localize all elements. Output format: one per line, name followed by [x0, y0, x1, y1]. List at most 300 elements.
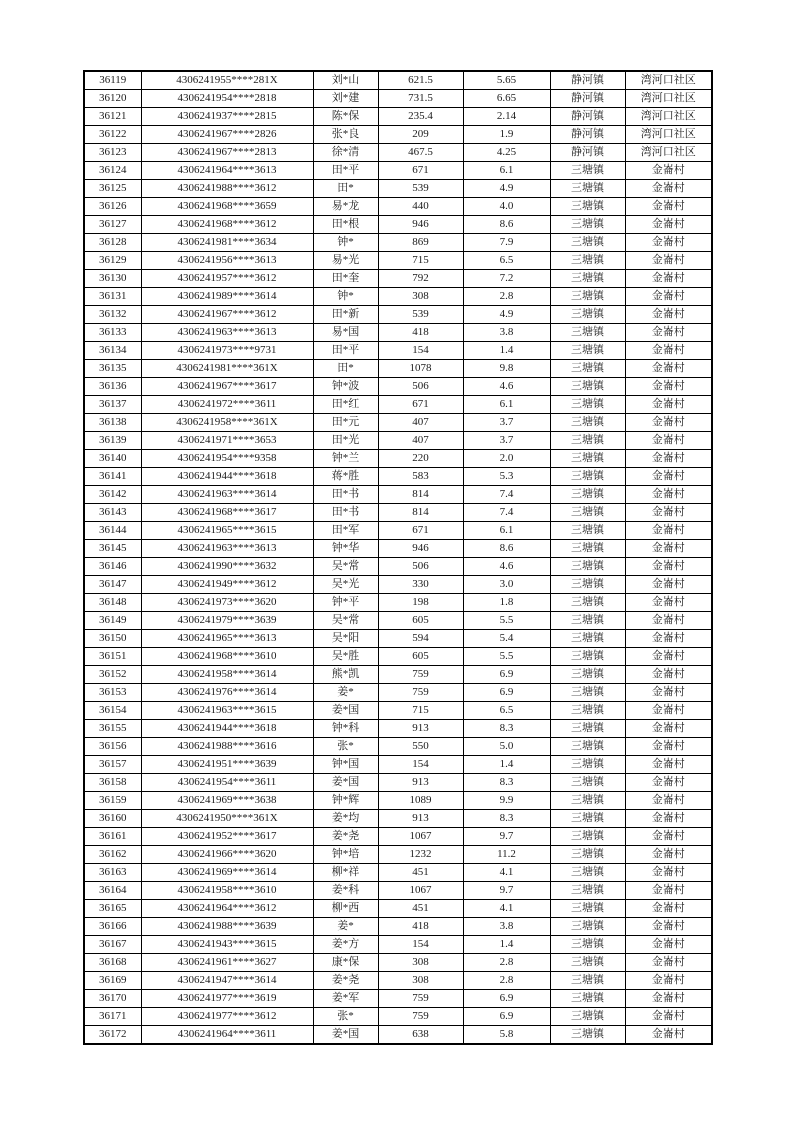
amount-cell: 308 — [378, 288, 463, 306]
village-cell: 金崙村 — [625, 180, 712, 198]
id-number-cell: 4306241954****9358 — [141, 450, 313, 468]
id-number-cell: 4306241944****3618 — [141, 468, 313, 486]
person-name-cell: 柳*西 — [313, 900, 378, 918]
village-cell: 金崙村 — [625, 630, 712, 648]
id-number-cell: 4306241976****3614 — [141, 684, 313, 702]
table-row — [84, 846, 712, 864]
village-cell: 湾河口社区 — [625, 90, 712, 108]
secondary-amount-cell: 6.9 — [463, 684, 550, 702]
village-cell: 金崙村 — [625, 324, 712, 342]
serial-number-cell: 36126 — [84, 198, 141, 216]
town-cell: 三塘镇 — [550, 576, 625, 594]
amount-cell: 814 — [378, 504, 463, 522]
serial-number-cell: 36139 — [84, 432, 141, 450]
secondary-amount-cell: 6.1 — [463, 396, 550, 414]
person-name-cell: 吴*胜 — [313, 648, 378, 666]
serial-number-cell: 36128 — [84, 234, 141, 252]
town-cell: 三塘镇 — [550, 864, 625, 882]
id-number-cell: 4306241968****3659 — [141, 198, 313, 216]
person-name-cell: 钟*科 — [313, 720, 378, 738]
amount-cell: 946 — [378, 216, 463, 234]
village-cell: 金崙村 — [625, 270, 712, 288]
town-cell: 三塘镇 — [550, 612, 625, 630]
serial-number-cell: 36154 — [84, 702, 141, 720]
person-name-cell: 田*红 — [313, 396, 378, 414]
table-row — [84, 504, 712, 522]
person-name-cell: 姜*国 — [313, 702, 378, 720]
amount-cell: 154 — [378, 936, 463, 954]
serial-number-cell: 36158 — [84, 774, 141, 792]
table-row — [84, 936, 712, 954]
amount-cell: 1078 — [378, 360, 463, 378]
id-number-cell: 4306241963****3614 — [141, 486, 313, 504]
id-number-cell: 4306241956****3613 — [141, 252, 313, 270]
table-row — [84, 828, 712, 846]
table-row — [84, 234, 712, 252]
town-cell: 三塘镇 — [550, 270, 625, 288]
amount-cell: 418 — [378, 918, 463, 936]
table-row — [84, 450, 712, 468]
person-name-cell: 田* — [313, 180, 378, 198]
serial-number-cell: 36120 — [84, 90, 141, 108]
amount-cell: 946 — [378, 540, 463, 558]
village-cell: 金崙村 — [625, 666, 712, 684]
amount-cell: 418 — [378, 324, 463, 342]
town-cell: 三塘镇 — [550, 720, 625, 738]
secondary-amount-cell: 5.65 — [463, 71, 550, 90]
secondary-amount-cell: 6.65 — [463, 90, 550, 108]
serial-number-cell: 36164 — [84, 882, 141, 900]
serial-number-cell: 36156 — [84, 738, 141, 756]
table-row — [84, 522, 712, 540]
id-number-cell: 4306241964****3613 — [141, 162, 313, 180]
table-row — [84, 144, 712, 162]
secondary-amount-cell: 2.14 — [463, 108, 550, 126]
table-row — [84, 918, 712, 936]
town-cell: 三塘镇 — [550, 882, 625, 900]
serial-number-cell: 36124 — [84, 162, 141, 180]
amount-cell: 715 — [378, 252, 463, 270]
person-name-cell: 田*奎 — [313, 270, 378, 288]
person-name-cell: 吴*光 — [313, 576, 378, 594]
village-cell: 金崙村 — [625, 648, 712, 666]
table-row — [84, 954, 712, 972]
table-row — [84, 468, 712, 486]
amount-cell: 594 — [378, 630, 463, 648]
secondary-amount-cell: 5.8 — [463, 1026, 550, 1045]
id-number-cell: 4306241973****9731 — [141, 342, 313, 360]
secondary-amount-cell: 9.7 — [463, 882, 550, 900]
person-name-cell: 姜*国 — [313, 774, 378, 792]
amount-cell: 671 — [378, 396, 463, 414]
amount-cell: 308 — [378, 972, 463, 990]
secondary-amount-cell: 4.0 — [463, 198, 550, 216]
amount-cell: 792 — [378, 270, 463, 288]
table-row — [84, 684, 712, 702]
id-number-cell: 4306241965****3613 — [141, 630, 313, 648]
serial-number-cell: 36153 — [84, 684, 141, 702]
amount-cell: 731.5 — [378, 90, 463, 108]
amount-cell: 539 — [378, 306, 463, 324]
person-name-cell: 钟*波 — [313, 378, 378, 396]
town-cell: 三塘镇 — [550, 666, 625, 684]
id-number-cell: 4306241950****361X — [141, 810, 313, 828]
secondary-amount-cell: 2.8 — [463, 954, 550, 972]
town-cell: 静河镇 — [550, 90, 625, 108]
person-name-cell: 钟*平 — [313, 594, 378, 612]
town-cell: 三塘镇 — [550, 774, 625, 792]
amount-cell: 506 — [378, 558, 463, 576]
table-row — [84, 612, 712, 630]
amount-cell: 1232 — [378, 846, 463, 864]
serial-number-cell: 36167 — [84, 936, 141, 954]
serial-number-cell: 36169 — [84, 972, 141, 990]
secondary-amount-cell: 6.5 — [463, 702, 550, 720]
id-number-cell: 4306241937****2815 — [141, 108, 313, 126]
village-cell: 金崙村 — [625, 234, 712, 252]
village-cell: 金崙村 — [625, 936, 712, 954]
amount-cell: 671 — [378, 522, 463, 540]
amount-cell: 308 — [378, 954, 463, 972]
secondary-amount-cell: 9.7 — [463, 828, 550, 846]
town-cell: 三塘镇 — [550, 180, 625, 198]
table-row — [84, 990, 712, 1008]
village-cell: 金崙村 — [625, 198, 712, 216]
id-number-cell: 4306241958****361X — [141, 414, 313, 432]
person-name-cell: 田*根 — [313, 216, 378, 234]
amount-cell: 605 — [378, 648, 463, 666]
village-cell: 金崙村 — [625, 846, 712, 864]
town-cell: 三塘镇 — [550, 630, 625, 648]
secondary-amount-cell: 4.6 — [463, 378, 550, 396]
person-name-cell: 田*新 — [313, 306, 378, 324]
town-cell: 三塘镇 — [550, 558, 625, 576]
person-name-cell: 钟*华 — [313, 540, 378, 558]
id-number-cell: 4306241966****3620 — [141, 846, 313, 864]
person-name-cell: 刘*山 — [313, 71, 378, 90]
secondary-amount-cell: 4.6 — [463, 558, 550, 576]
village-cell: 金崙村 — [625, 612, 712, 630]
village-cell: 金崙村 — [625, 504, 712, 522]
secondary-amount-cell: 5.5 — [463, 612, 550, 630]
secondary-amount-cell: 4.1 — [463, 864, 550, 882]
secondary-amount-cell: 2.8 — [463, 972, 550, 990]
id-number-cell: 4306241958****3610 — [141, 882, 313, 900]
secondary-amount-cell: 3.7 — [463, 414, 550, 432]
id-number-cell: 4306241977****3612 — [141, 1008, 313, 1026]
table-row — [84, 288, 712, 306]
village-cell: 金崙村 — [625, 900, 712, 918]
id-number-cell: 4306241967****2813 — [141, 144, 313, 162]
town-cell: 三塘镇 — [550, 918, 625, 936]
town-cell: 三塘镇 — [550, 540, 625, 558]
amount-cell: 1067 — [378, 828, 463, 846]
amount-cell: 407 — [378, 414, 463, 432]
town-cell: 三塘镇 — [550, 342, 625, 360]
village-cell: 金崙村 — [625, 540, 712, 558]
village-cell: 金崙村 — [625, 486, 712, 504]
secondary-amount-cell: 7.4 — [463, 504, 550, 522]
person-name-cell: 姜* — [313, 684, 378, 702]
amount-cell: 638 — [378, 1026, 463, 1045]
amount-cell: 198 — [378, 594, 463, 612]
village-cell: 金崙村 — [625, 360, 712, 378]
village-cell: 金崙村 — [625, 450, 712, 468]
id-number-cell: 4306241988****3639 — [141, 918, 313, 936]
village-cell: 金崙村 — [625, 396, 712, 414]
secondary-amount-cell: 1.4 — [463, 756, 550, 774]
village-cell: 金崙村 — [625, 918, 712, 936]
serial-number-cell: 36172 — [84, 1026, 141, 1045]
town-cell: 三塘镇 — [550, 288, 625, 306]
secondary-amount-cell: 9.8 — [463, 360, 550, 378]
serial-number-cell: 36138 — [84, 414, 141, 432]
amount-cell: 451 — [378, 864, 463, 882]
village-cell: 湾河口社区 — [625, 126, 712, 144]
village-cell: 湾河口社区 — [625, 71, 712, 90]
person-name-cell: 张* — [313, 1008, 378, 1026]
amount-cell: 671 — [378, 162, 463, 180]
serial-number-cell: 36122 — [84, 126, 141, 144]
serial-number-cell: 36162 — [84, 846, 141, 864]
secondary-amount-cell: 9.9 — [463, 792, 550, 810]
table-row — [84, 756, 712, 774]
table-row — [84, 396, 712, 414]
table-row — [84, 71, 712, 90]
village-cell: 金崙村 — [625, 738, 712, 756]
person-name-cell: 田*光 — [313, 432, 378, 450]
person-name-cell: 钟*兰 — [313, 450, 378, 468]
secondary-amount-cell: 3.8 — [463, 324, 550, 342]
town-cell: 三塘镇 — [550, 414, 625, 432]
secondary-amount-cell: 8.6 — [463, 216, 550, 234]
town-cell: 三塘镇 — [550, 234, 625, 252]
serial-number-cell: 36127 — [84, 216, 141, 234]
serial-number-cell: 36135 — [84, 360, 141, 378]
village-cell: 金崙村 — [625, 972, 712, 990]
secondary-amount-cell: 8.3 — [463, 720, 550, 738]
serial-number-cell: 36134 — [84, 342, 141, 360]
id-number-cell: 4306241979****3639 — [141, 612, 313, 630]
table-row — [84, 630, 712, 648]
id-number-cell: 4306241944****3618 — [141, 720, 313, 738]
town-cell: 三塘镇 — [550, 396, 625, 414]
table-row — [84, 1026, 712, 1045]
amount-cell: 330 — [378, 576, 463, 594]
town-cell: 三塘镇 — [550, 468, 625, 486]
id-number-cell: 4306241954****2818 — [141, 90, 313, 108]
person-name-cell: 刘*建 — [313, 90, 378, 108]
town-cell: 静河镇 — [550, 108, 625, 126]
amount-cell: 1089 — [378, 792, 463, 810]
village-cell: 金崙村 — [625, 594, 712, 612]
secondary-amount-cell: 7.9 — [463, 234, 550, 252]
id-number-cell: 4306241949****3612 — [141, 576, 313, 594]
village-cell: 金崙村 — [625, 702, 712, 720]
table-row — [84, 126, 712, 144]
person-name-cell: 姜*尧 — [313, 828, 378, 846]
serial-number-cell: 36141 — [84, 468, 141, 486]
town-cell: 三塘镇 — [550, 1008, 625, 1026]
id-number-cell: 4306241990****3632 — [141, 558, 313, 576]
person-name-cell: 吴*阳 — [313, 630, 378, 648]
id-number-cell: 4306241964****3611 — [141, 1026, 313, 1045]
town-cell: 三塘镇 — [550, 738, 625, 756]
id-number-cell: 4306241973****3620 — [141, 594, 313, 612]
id-number-cell: 4306241952****3617 — [141, 828, 313, 846]
serial-number-cell: 36149 — [84, 612, 141, 630]
table-row — [84, 414, 712, 432]
person-name-cell: 柳*祥 — [313, 864, 378, 882]
town-cell: 三塘镇 — [550, 216, 625, 234]
id-number-cell: 4306241981****3634 — [141, 234, 313, 252]
table-row — [84, 342, 712, 360]
secondary-amount-cell: 6.1 — [463, 522, 550, 540]
village-cell: 金崙村 — [625, 774, 712, 792]
secondary-amount-cell: 5.4 — [463, 630, 550, 648]
town-cell: 三塘镇 — [550, 162, 625, 180]
id-number-cell: 4306241988****3612 — [141, 180, 313, 198]
id-number-cell: 4306241969****3638 — [141, 792, 313, 810]
town-cell: 三塘镇 — [550, 306, 625, 324]
table-row — [84, 198, 712, 216]
table-row — [84, 378, 712, 396]
person-name-cell: 姜*尧 — [313, 972, 378, 990]
person-name-cell: 张* — [313, 738, 378, 756]
person-name-cell: 姜*均 — [313, 810, 378, 828]
id-number-cell: 4306241967****2826 — [141, 126, 313, 144]
table-row — [84, 972, 712, 990]
table-row — [84, 576, 712, 594]
subsidy-records-table — [83, 70, 713, 1045]
person-name-cell: 徐*清 — [313, 144, 378, 162]
id-number-cell: 4306241981****361X — [141, 360, 313, 378]
village-cell: 金崙村 — [625, 414, 712, 432]
village-cell: 金崙村 — [625, 576, 712, 594]
town-cell: 三塘镇 — [550, 828, 625, 846]
secondary-amount-cell: 2.0 — [463, 450, 550, 468]
amount-cell: 913 — [378, 720, 463, 738]
village-cell: 湾河口社区 — [625, 108, 712, 126]
town-cell: 三塘镇 — [550, 900, 625, 918]
village-cell: 金崙村 — [625, 1026, 712, 1045]
amount-cell: 467.5 — [378, 144, 463, 162]
id-number-cell: 4306241967****3612 — [141, 306, 313, 324]
person-name-cell: 蒋*胜 — [313, 468, 378, 486]
village-cell: 金崙村 — [625, 216, 712, 234]
town-cell: 三塘镇 — [550, 756, 625, 774]
person-name-cell: 姜*国 — [313, 1026, 378, 1045]
person-name-cell: 姜*方 — [313, 936, 378, 954]
table-row — [84, 540, 712, 558]
serial-number-cell: 36129 — [84, 252, 141, 270]
id-number-cell: 4306241947****3614 — [141, 972, 313, 990]
town-cell: 三塘镇 — [550, 792, 625, 810]
town-cell: 三塘镇 — [550, 594, 625, 612]
secondary-amount-cell: 6.9 — [463, 1008, 550, 1026]
serial-number-cell: 36144 — [84, 522, 141, 540]
secondary-amount-cell: 4.25 — [463, 144, 550, 162]
village-cell: 金崙村 — [625, 378, 712, 396]
serial-number-cell: 36136 — [84, 378, 141, 396]
secondary-amount-cell: 6.9 — [463, 990, 550, 1008]
table-row — [84, 774, 712, 792]
village-cell: 金崙村 — [625, 468, 712, 486]
amount-cell: 869 — [378, 234, 463, 252]
amount-cell: 913 — [378, 774, 463, 792]
serial-number-cell: 36131 — [84, 288, 141, 306]
secondary-amount-cell: 1.4 — [463, 342, 550, 360]
serial-number-cell: 36163 — [84, 864, 141, 882]
village-cell: 金崙村 — [625, 990, 712, 1008]
secondary-amount-cell: 4.1 — [463, 900, 550, 918]
town-cell: 三塘镇 — [550, 936, 625, 954]
serial-number-cell: 36121 — [84, 108, 141, 126]
amount-cell: 220 — [378, 450, 463, 468]
id-number-cell: 4306241988****3616 — [141, 738, 313, 756]
person-name-cell: 熊*凯 — [313, 666, 378, 684]
id-number-cell: 4306241963****3615 — [141, 702, 313, 720]
person-name-cell: 易*光 — [313, 252, 378, 270]
secondary-amount-cell: 11.2 — [463, 846, 550, 864]
table-row — [84, 162, 712, 180]
id-number-cell: 4306241968****3610 — [141, 648, 313, 666]
person-name-cell: 钟*国 — [313, 756, 378, 774]
amount-cell: 154 — [378, 342, 463, 360]
secondary-amount-cell: 6.1 — [463, 162, 550, 180]
serial-number-cell: 36143 — [84, 504, 141, 522]
person-name-cell: 钟* — [313, 234, 378, 252]
person-name-cell: 田*书 — [313, 504, 378, 522]
village-cell: 金崙村 — [625, 828, 712, 846]
person-name-cell: 田*平 — [313, 342, 378, 360]
amount-cell: 235.4 — [378, 108, 463, 126]
id-number-cell: 4306241951****3639 — [141, 756, 313, 774]
id-number-cell: 4306241965****3615 — [141, 522, 313, 540]
secondary-amount-cell: 4.9 — [463, 180, 550, 198]
village-cell: 金崙村 — [625, 162, 712, 180]
amount-cell: 154 — [378, 756, 463, 774]
secondary-amount-cell: 3.7 — [463, 432, 550, 450]
village-cell: 金崙村 — [625, 792, 712, 810]
table-body — [84, 71, 712, 1044]
person-name-cell: 田*平 — [313, 162, 378, 180]
village-cell: 金崙村 — [625, 288, 712, 306]
id-number-cell: 4306241968****3617 — [141, 504, 313, 522]
person-name-cell: 易*龙 — [313, 198, 378, 216]
amount-cell: 209 — [378, 126, 463, 144]
person-name-cell: 钟* — [313, 288, 378, 306]
secondary-amount-cell: 7.4 — [463, 486, 550, 504]
serial-number-cell: 36155 — [84, 720, 141, 738]
table-row — [84, 702, 712, 720]
table-row — [84, 486, 712, 504]
town-cell: 三塘镇 — [550, 324, 625, 342]
amount-cell: 440 — [378, 198, 463, 216]
town-cell: 三塘镇 — [550, 252, 625, 270]
town-cell: 三塘镇 — [550, 1026, 625, 1045]
village-cell: 金崙村 — [625, 720, 712, 738]
serial-number-cell: 36123 — [84, 144, 141, 162]
person-name-cell: 田*书 — [313, 486, 378, 504]
village-cell: 金崙村 — [625, 342, 712, 360]
town-cell: 静河镇 — [550, 144, 625, 162]
id-number-cell: 4306241963****3613 — [141, 324, 313, 342]
id-number-cell: 4306241943****3615 — [141, 936, 313, 954]
village-cell: 金崙村 — [625, 522, 712, 540]
town-cell: 三塘镇 — [550, 972, 625, 990]
table-row — [84, 108, 712, 126]
